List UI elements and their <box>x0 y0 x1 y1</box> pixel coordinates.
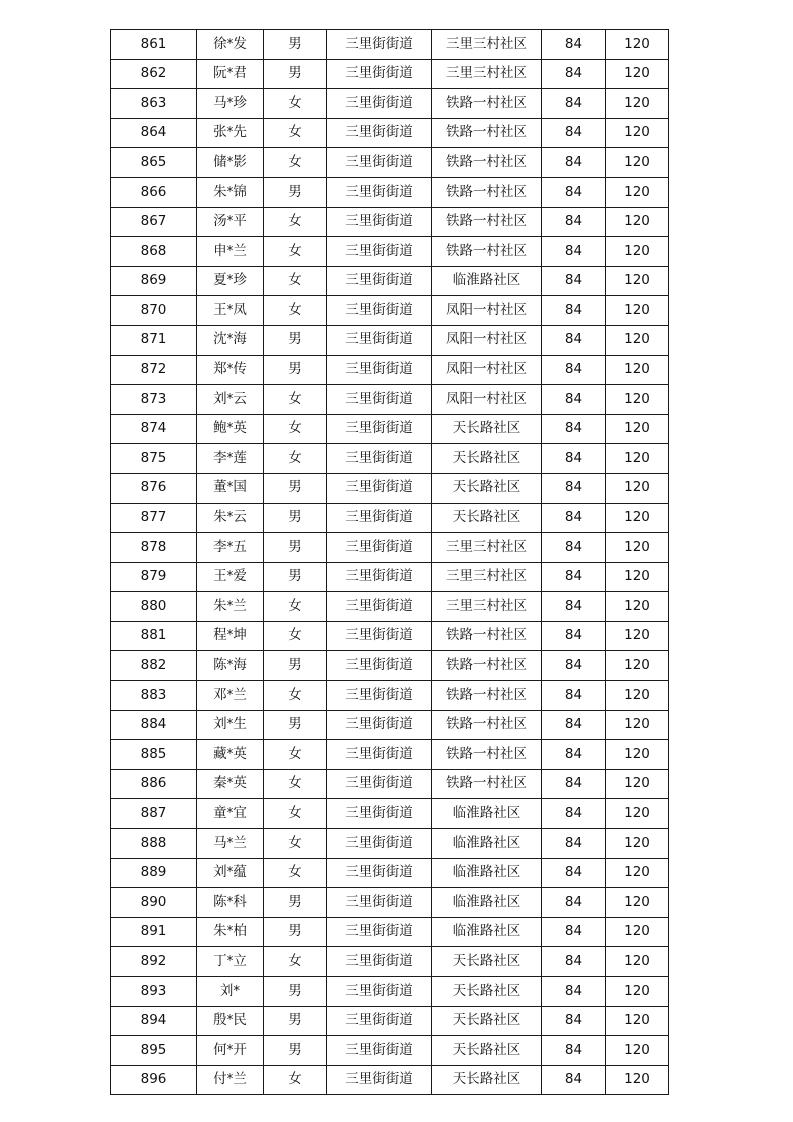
age-cell: 84 <box>542 237 606 267</box>
gender-cell: 女 <box>264 207 327 237</box>
age-cell: 84 <box>542 769 606 799</box>
table-row <box>111 740 669 770</box>
community-cell: 铁路一村社区 <box>432 207 542 237</box>
table-row <box>111 917 669 947</box>
community-cell: 铁路一村社区 <box>432 710 542 740</box>
community-cell: 临淮路社区 <box>432 266 542 296</box>
table-row <box>111 651 669 681</box>
table-row <box>111 888 669 918</box>
name-cell: 储*影 <box>197 148 264 178</box>
gender-cell: 女 <box>264 858 327 888</box>
age-cell: 84 <box>542 651 606 681</box>
street-cell: 三里街街道 <box>327 118 432 148</box>
table-row <box>111 829 669 859</box>
community-cell: 铁路一村社区 <box>432 148 542 178</box>
name-cell: 阮*君 <box>197 59 264 89</box>
age-cell: 84 <box>542 799 606 829</box>
name-cell: 王*凤 <box>197 296 264 326</box>
amount-cell: 120 <box>606 89 669 119</box>
name-cell: 殷*民 <box>197 1006 264 1036</box>
community-cell: 天长路社区 <box>432 444 542 474</box>
street-cell: 三里街街道 <box>327 1006 432 1036</box>
table-row <box>111 414 669 444</box>
age-cell: 84 <box>542 444 606 474</box>
name-cell: 藏*英 <box>197 740 264 770</box>
name-cell: 邓*兰 <box>197 681 264 711</box>
gender-cell: 女 <box>264 296 327 326</box>
community-cell: 天长路社区 <box>432 947 542 977</box>
street-cell: 三里街街道 <box>327 59 432 89</box>
amount-cell: 120 <box>606 592 669 622</box>
amount-cell: 120 <box>606 414 669 444</box>
serial-number-cell: 888 <box>111 829 197 859</box>
amount-cell: 120 <box>606 799 669 829</box>
gender-cell: 男 <box>264 59 327 89</box>
gender-cell: 女 <box>264 829 327 859</box>
name-cell: 李*莲 <box>197 444 264 474</box>
name-cell: 沈*海 <box>197 325 264 355</box>
age-cell: 84 <box>542 177 606 207</box>
table-row <box>111 503 669 533</box>
serial-number-cell: 878 <box>111 533 197 563</box>
table-row <box>111 858 669 888</box>
serial-number-cell: 895 <box>111 1036 197 1066</box>
serial-number-cell: 883 <box>111 681 197 711</box>
roster-table-body <box>111 30 669 1095</box>
street-cell: 三里街街道 <box>327 651 432 681</box>
table-row <box>111 444 669 474</box>
age-cell: 84 <box>542 592 606 622</box>
community-cell: 铁路一村社区 <box>432 651 542 681</box>
table-row <box>111 769 669 799</box>
gender-cell: 男 <box>264 325 327 355</box>
name-cell: 付*兰 <box>197 1065 264 1095</box>
age-cell: 84 <box>542 59 606 89</box>
amount-cell: 120 <box>606 947 669 977</box>
gender-cell: 女 <box>264 237 327 267</box>
table-row <box>111 681 669 711</box>
community-cell: 三里三村社区 <box>432 533 542 563</box>
street-cell: 三里街街道 <box>327 207 432 237</box>
amount-cell: 120 <box>606 769 669 799</box>
street-cell: 三里街街道 <box>327 30 432 60</box>
amount-cell: 120 <box>606 740 669 770</box>
street-cell: 三里街街道 <box>327 177 432 207</box>
serial-number-cell: 884 <box>111 710 197 740</box>
amount-cell: 120 <box>606 533 669 563</box>
age-cell: 84 <box>542 917 606 947</box>
street-cell: 三里街街道 <box>327 681 432 711</box>
amount-cell: 120 <box>606 681 669 711</box>
serial-number-cell: 891 <box>111 917 197 947</box>
community-cell: 临淮路社区 <box>432 917 542 947</box>
community-cell: 三里三村社区 <box>432 59 542 89</box>
gender-cell: 女 <box>264 799 327 829</box>
serial-number-cell: 890 <box>111 888 197 918</box>
name-cell: 刘*蕴 <box>197 858 264 888</box>
serial-number-cell: 886 <box>111 769 197 799</box>
community-cell: 天长路社区 <box>432 1006 542 1036</box>
gender-cell: 女 <box>264 89 327 119</box>
street-cell: 三里街街道 <box>327 266 432 296</box>
table-row <box>111 385 669 415</box>
community-cell: 铁路一村社区 <box>432 237 542 267</box>
age-cell: 84 <box>542 888 606 918</box>
gender-cell: 男 <box>264 177 327 207</box>
table-row <box>111 1065 669 1095</box>
serial-number-cell: 875 <box>111 444 197 474</box>
roster-table <box>110 29 669 1095</box>
table-row <box>111 533 669 563</box>
community-cell: 三里三村社区 <box>432 562 542 592</box>
community-cell: 凤阳一村社区 <box>432 385 542 415</box>
table-row <box>111 296 669 326</box>
amount-cell: 120 <box>606 30 669 60</box>
age-cell: 84 <box>542 858 606 888</box>
age-cell: 84 <box>542 947 606 977</box>
community-cell: 铁路一村社区 <box>432 89 542 119</box>
amount-cell: 120 <box>606 325 669 355</box>
gender-cell: 男 <box>264 888 327 918</box>
age-cell: 84 <box>542 207 606 237</box>
gender-cell: 男 <box>264 30 327 60</box>
name-cell: 丁*立 <box>197 947 264 977</box>
name-cell: 陈*科 <box>197 888 264 918</box>
community-cell: 铁路一村社区 <box>432 118 542 148</box>
table-row <box>111 947 669 977</box>
street-cell: 三里街街道 <box>327 325 432 355</box>
name-cell: 陈*海 <box>197 651 264 681</box>
age-cell: 84 <box>542 1006 606 1036</box>
name-cell: 李*五 <box>197 533 264 563</box>
serial-number-cell: 877 <box>111 503 197 533</box>
name-cell: 朱*云 <box>197 503 264 533</box>
serial-number-cell: 882 <box>111 651 197 681</box>
name-cell: 鲍*英 <box>197 414 264 444</box>
table-row <box>111 1006 669 1036</box>
serial-number-cell: 889 <box>111 858 197 888</box>
name-cell: 刘*云 <box>197 385 264 415</box>
serial-number-cell: 879 <box>111 562 197 592</box>
name-cell: 刘* <box>197 977 264 1007</box>
community-cell: 临淮路社区 <box>432 799 542 829</box>
age-cell: 84 <box>542 148 606 178</box>
serial-number-cell: 870 <box>111 296 197 326</box>
age-cell: 84 <box>542 710 606 740</box>
street-cell: 三里街街道 <box>327 592 432 622</box>
amount-cell: 120 <box>606 266 669 296</box>
gender-cell: 女 <box>264 947 327 977</box>
amount-cell: 120 <box>606 1006 669 1036</box>
serial-number-cell: 863 <box>111 89 197 119</box>
name-cell: 何*开 <box>197 1036 264 1066</box>
gender-cell: 男 <box>264 473 327 503</box>
street-cell: 三里街街道 <box>327 710 432 740</box>
table-row <box>111 592 669 622</box>
street-cell: 三里街街道 <box>327 533 432 563</box>
serial-number-cell: 892 <box>111 947 197 977</box>
amount-cell: 120 <box>606 829 669 859</box>
community-cell: 天长路社区 <box>432 977 542 1007</box>
gender-cell: 男 <box>264 917 327 947</box>
name-cell: 朱*兰 <box>197 592 264 622</box>
gender-cell: 男 <box>264 1036 327 1066</box>
gender-cell: 男 <box>264 710 327 740</box>
amount-cell: 120 <box>606 888 669 918</box>
amount-cell: 120 <box>606 858 669 888</box>
name-cell: 董*国 <box>197 473 264 503</box>
street-cell: 三里街街道 <box>327 888 432 918</box>
age-cell: 84 <box>542 740 606 770</box>
serial-number-cell: 862 <box>111 59 197 89</box>
amount-cell: 120 <box>606 59 669 89</box>
age-cell: 84 <box>542 118 606 148</box>
age-cell: 84 <box>542 325 606 355</box>
street-cell: 三里街街道 <box>327 385 432 415</box>
table-row <box>111 562 669 592</box>
name-cell: 申*兰 <box>197 237 264 267</box>
amount-cell: 120 <box>606 710 669 740</box>
street-cell: 三里街街道 <box>327 858 432 888</box>
amount-cell: 120 <box>606 977 669 1007</box>
serial-number-cell: 869 <box>111 266 197 296</box>
name-cell: 徐*发 <box>197 30 264 60</box>
community-cell: 天长路社区 <box>432 1036 542 1066</box>
age-cell: 84 <box>542 355 606 385</box>
age-cell: 84 <box>542 266 606 296</box>
serial-number-cell: 880 <box>111 592 197 622</box>
gender-cell: 女 <box>264 740 327 770</box>
street-cell: 三里街街道 <box>327 148 432 178</box>
table-row <box>111 710 669 740</box>
amount-cell: 120 <box>606 503 669 533</box>
table-row <box>111 148 669 178</box>
street-cell: 三里街街道 <box>327 414 432 444</box>
community-cell: 三里三村社区 <box>432 30 542 60</box>
amount-cell: 120 <box>606 207 669 237</box>
table-row <box>111 59 669 89</box>
amount-cell: 120 <box>606 237 669 267</box>
gender-cell: 女 <box>264 414 327 444</box>
street-cell: 三里街街道 <box>327 947 432 977</box>
gender-cell: 女 <box>264 148 327 178</box>
age-cell: 84 <box>542 829 606 859</box>
amount-cell: 120 <box>606 296 669 326</box>
serial-number-cell: 868 <box>111 237 197 267</box>
street-cell: 三里街街道 <box>327 799 432 829</box>
community-cell: 凤阳一村社区 <box>432 325 542 355</box>
serial-number-cell: 885 <box>111 740 197 770</box>
age-cell: 84 <box>542 30 606 60</box>
name-cell: 朱*锦 <box>197 177 264 207</box>
street-cell: 三里街街道 <box>327 829 432 859</box>
street-cell: 三里街街道 <box>327 1065 432 1095</box>
table-row <box>111 621 669 651</box>
table-row <box>111 355 669 385</box>
amount-cell: 120 <box>606 1065 669 1095</box>
street-cell: 三里街街道 <box>327 977 432 1007</box>
serial-number-cell: 887 <box>111 799 197 829</box>
serial-number-cell: 866 <box>111 177 197 207</box>
serial-number-cell: 893 <box>111 977 197 1007</box>
gender-cell: 男 <box>264 503 327 533</box>
name-cell: 秦*英 <box>197 769 264 799</box>
gender-cell: 男 <box>264 1006 327 1036</box>
serial-number-cell: 876 <box>111 473 197 503</box>
age-cell: 84 <box>542 1065 606 1095</box>
street-cell: 三里街街道 <box>327 473 432 503</box>
community-cell: 三里三村社区 <box>432 592 542 622</box>
amount-cell: 120 <box>606 385 669 415</box>
age-cell: 84 <box>542 533 606 563</box>
name-cell: 程*坤 <box>197 621 264 651</box>
table-row <box>111 118 669 148</box>
serial-number-cell: 871 <box>111 325 197 355</box>
amount-cell: 120 <box>606 473 669 503</box>
serial-number-cell: 873 <box>111 385 197 415</box>
age-cell: 84 <box>542 562 606 592</box>
table-row <box>111 30 669 60</box>
amount-cell: 120 <box>606 444 669 474</box>
table-row <box>111 1036 669 1066</box>
amount-cell: 120 <box>606 148 669 178</box>
amount-cell: 120 <box>606 621 669 651</box>
street-cell: 三里街街道 <box>327 621 432 651</box>
table-row <box>111 977 669 1007</box>
street-cell: 三里街街道 <box>327 1036 432 1066</box>
serial-number-cell: 867 <box>111 207 197 237</box>
name-cell: 马*兰 <box>197 829 264 859</box>
table-row <box>111 799 669 829</box>
name-cell: 夏*珍 <box>197 266 264 296</box>
age-cell: 84 <box>542 296 606 326</box>
table-row <box>111 207 669 237</box>
community-cell: 铁路一村社区 <box>432 681 542 711</box>
gender-cell: 女 <box>264 266 327 296</box>
name-cell: 张*先 <box>197 118 264 148</box>
street-cell: 三里街街道 <box>327 562 432 592</box>
gender-cell: 女 <box>264 621 327 651</box>
table-row <box>111 266 669 296</box>
community-cell: 临淮路社区 <box>432 858 542 888</box>
community-cell: 临淮路社区 <box>432 888 542 918</box>
street-cell: 三里街街道 <box>327 444 432 474</box>
age-cell: 84 <box>542 414 606 444</box>
amount-cell: 120 <box>606 118 669 148</box>
community-cell: 凤阳一村社区 <box>432 355 542 385</box>
age-cell: 84 <box>542 503 606 533</box>
street-cell: 三里街街道 <box>327 355 432 385</box>
street-cell: 三里街街道 <box>327 740 432 770</box>
community-cell: 临淮路社区 <box>432 829 542 859</box>
street-cell: 三里街街道 <box>327 769 432 799</box>
community-cell: 天长路社区 <box>432 503 542 533</box>
name-cell: 郑*传 <box>197 355 264 385</box>
name-cell: 王*爱 <box>197 562 264 592</box>
community-cell: 天长路社区 <box>432 1065 542 1095</box>
name-cell: 童*宜 <box>197 799 264 829</box>
gender-cell: 女 <box>264 444 327 474</box>
serial-number-cell: 872 <box>111 355 197 385</box>
age-cell: 84 <box>542 621 606 651</box>
serial-number-cell: 896 <box>111 1065 197 1095</box>
community-cell: 凤阳一村社区 <box>432 296 542 326</box>
serial-number-cell: 865 <box>111 148 197 178</box>
gender-cell: 女 <box>264 592 327 622</box>
gender-cell: 女 <box>264 769 327 799</box>
name-cell: 朱*柏 <box>197 917 264 947</box>
table-row <box>111 89 669 119</box>
amount-cell: 120 <box>606 177 669 207</box>
street-cell: 三里街街道 <box>327 503 432 533</box>
age-cell: 84 <box>542 681 606 711</box>
gender-cell: 男 <box>264 977 327 1007</box>
community-cell: 铁路一村社区 <box>432 177 542 207</box>
community-cell: 铁路一村社区 <box>432 621 542 651</box>
gender-cell: 女 <box>264 385 327 415</box>
gender-cell: 男 <box>264 562 327 592</box>
community-cell: 天长路社区 <box>432 414 542 444</box>
amount-cell: 120 <box>606 651 669 681</box>
gender-cell: 男 <box>264 533 327 563</box>
street-cell: 三里街街道 <box>327 917 432 947</box>
street-cell: 三里街街道 <box>327 89 432 119</box>
amount-cell: 120 <box>606 355 669 385</box>
gender-cell: 女 <box>264 1065 327 1095</box>
serial-number-cell: 894 <box>111 1006 197 1036</box>
community-cell: 铁路一村社区 <box>432 769 542 799</box>
table-row <box>111 473 669 503</box>
amount-cell: 120 <box>606 1036 669 1066</box>
amount-cell: 120 <box>606 917 669 947</box>
age-cell: 84 <box>542 89 606 119</box>
name-cell: 汤*平 <box>197 207 264 237</box>
gender-cell: 男 <box>264 355 327 385</box>
serial-number-cell: 861 <box>111 30 197 60</box>
name-cell: 马*珍 <box>197 89 264 119</box>
street-cell: 三里街街道 <box>327 296 432 326</box>
community-cell: 天长路社区 <box>432 473 542 503</box>
name-cell: 刘*生 <box>197 710 264 740</box>
gender-cell: 女 <box>264 681 327 711</box>
age-cell: 84 <box>542 385 606 415</box>
age-cell: 84 <box>542 977 606 1007</box>
table-row <box>111 237 669 267</box>
gender-cell: 男 <box>264 651 327 681</box>
amount-cell: 120 <box>606 562 669 592</box>
serial-number-cell: 874 <box>111 414 197 444</box>
age-cell: 84 <box>542 473 606 503</box>
age-cell: 84 <box>542 1036 606 1066</box>
table-row <box>111 177 669 207</box>
community-cell: 铁路一村社区 <box>432 740 542 770</box>
serial-number-cell: 864 <box>111 118 197 148</box>
table-row <box>111 325 669 355</box>
street-cell: 三里街街道 <box>327 237 432 267</box>
serial-number-cell: 881 <box>111 621 197 651</box>
gender-cell: 女 <box>264 118 327 148</box>
